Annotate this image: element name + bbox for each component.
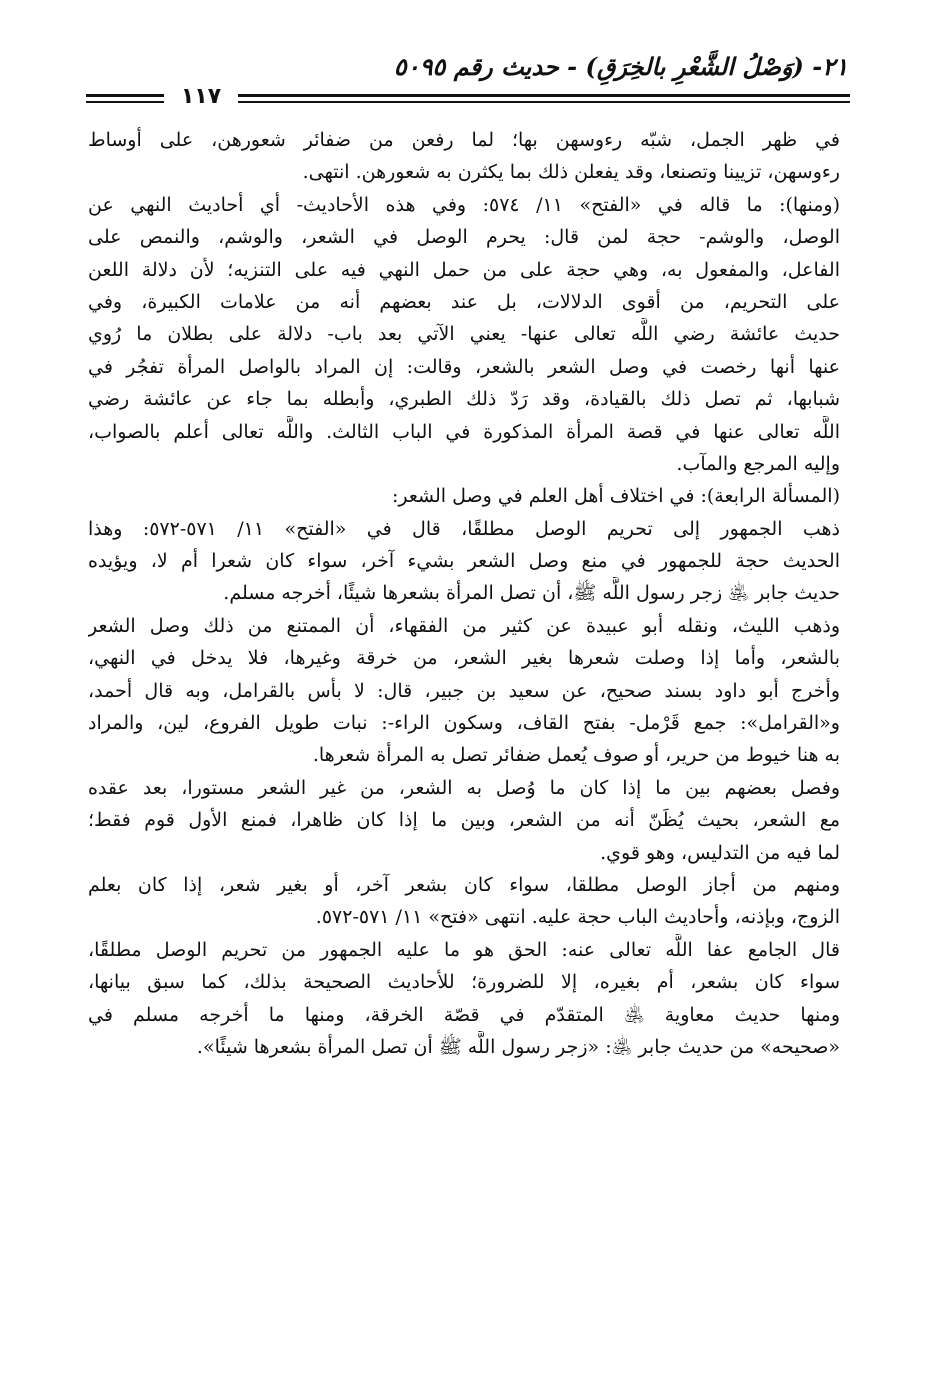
header-rule-right-top — [238, 94, 850, 97]
text-line: بالشعر، وأما إذا وصلت شعرها بغير الشعر، من خرقة وغيرها، فلا يدخل في النهي، — [88, 647, 840, 670]
text-line: حديث عائشة رضي اللَّه تعالى عنها- يعني الآتي بعد باب- دلالة على بطلان ما رُوي — [88, 323, 840, 346]
text-line: وفصل بعضهم بين ما إذا كان ما وُصل به الشعر، من غير الشعر مستورا، بعد عقده — [88, 776, 840, 799]
text-line: ذهب الجمهور إلى تحريم الوصل مطلقًا، قال في «الفتح» ١١/ ٥٧١-٥٧٢: وهذا — [88, 517, 840, 540]
text-line: الفاعل، والمفعول به، وهي حجة على من حمل النهي فيه على التنزيه؛ لأن دلالة اللعن — [88, 258, 840, 281]
text-line: على التحريم، من أقوى الدلالات، بل عند بعضهم أنه من علامات الكبيرة، وفي — [88, 290, 840, 313]
text-line: قال الجامع عفا اللَّه تعالى عنه: الحق هو ما عليه الجمهور من تحريم الوصل مطلقًا، — [88, 938, 840, 961]
text-line: شبابها، ثم تصل ذلك بالقيادة، وقد رَدّ ذلك الطبري، وأبطله بما جاء عن عائشة رضي — [88, 388, 840, 411]
text-line: حديث جابر ﵁ زجر رسول اللَّه ﷺ، أن تصل المرأة بشعرها شيئًا، أخرجه مسلم. — [223, 582, 840, 605]
text-line: وإليه المرجع والمآب. — [676, 452, 840, 475]
text-line: الزوج، وبإذنه، وأحاديث الباب حجة عليه. انتهى «فتح» ١١/ ٥٧١-٥٧٢. — [315, 906, 840, 929]
body-text — [88, 124, 840, 1063]
header-rule-left-top — [86, 94, 164, 97]
text-line: رءوسهن، تزيينا وتصنعا، وقد يفعلن ذلك بما يكثرن به شعورهن. انتهى. — [302, 161, 840, 184]
text-line: الحديث حجة للجمهور في منع وصل الشعر بشيء آخر، سواء كان شعرا أم لا، ويؤيده — [88, 550, 840, 573]
header-rule-left-bottom — [86, 101, 164, 103]
text-line: اللَّه تعالى عنها في قصة المرأة المذكورة في الباب الثالث. واللَّه تعالى أعلم بالصواب، — [88, 420, 840, 443]
running-title: ٢١- (وَصْلُ الشَّعْرِ بالخِرَقِ) - حديث رقم ٥٠٩٥ — [393, 52, 848, 81]
text-line: لما فيه من التدليس، وهو قوي. — [600, 841, 840, 864]
text-line: مع الشعر، بحيث يُظَنّ أنه من الشعر، وبين ما إذا كان ظاهرا، فمنع الأول قوم فقط؛ — [88, 809, 840, 832]
text-line: «صحيحه» من حديث جابر ﵁: «زجر رسول اللَّه ﷺ أن تصل المرأة بشعرها شيئًا». — [196, 1035, 840, 1058]
text-line: سواء كان بشعر، أم بغيره، إلا للضرورة؛ للأحاديث الصحيحة بذلك، كما سبق بيانها، — [88, 971, 840, 994]
text-line: به هنا خيوط من حرير، أو صوف يُعمل ضفائر تصل به المرأة شعرها. — [312, 744, 840, 767]
text-line: عنها أنها رخصت في وصل الشعر بالشعر، وقالت: إن المراد بالواصل المرأة تفجُر في — [88, 355, 840, 378]
text-line: ومنهم من أجاز الوصل مطلقا، سواء كان بشعر آخر، أو بغير شعر، إذا كان بعلم — [88, 873, 840, 896]
text-line: (ومنها): ما قاله في «الفتح» ١١/ ٥٧٤: وفي هذه الأحاديث- أي أحاديث النهي عن — [88, 193, 840, 216]
text-line: في ظهر الجمل، شبّه رءوسهن بها؛ لما رفعن من ضفائر شعورهن، على أوساط — [88, 129, 840, 151]
text-line: وأخرج أبو داود بسند صحيح، عن سعيد بن جبير، قال: لا بأس بالقرامل، وبه قال أحمد، — [88, 679, 840, 702]
header-rule-right-bottom — [238, 101, 850, 103]
page-number: ١١٧ — [180, 84, 222, 109]
text-line: ومنها حديث معاوية ﵁ المتقدّم في قصّة الخرقة، ومنها ما أخرجه مسلم في — [88, 1003, 840, 1026]
text-line: وذهب الليث، ونقله أبو عبيدة عن كثير من الفقهاء، أن الممتنع من ذلك وصل الشعر — [88, 614, 840, 637]
section-heading: (المسألة الرابعة): في اختلاف أهل العلم في وصل الشعر: — [391, 485, 840, 508]
text-line: الوصل، والوشم- حجة لمن قال: يحرم الوصل في الشعر، والوشم، والنمص على — [88, 226, 840, 249]
text-line: و«القرامل»: جمع قَرْمل- بفتح القاف، وسكون الراء-: نبات طويل الفروع، لين، والمراد — [88, 712, 840, 735]
